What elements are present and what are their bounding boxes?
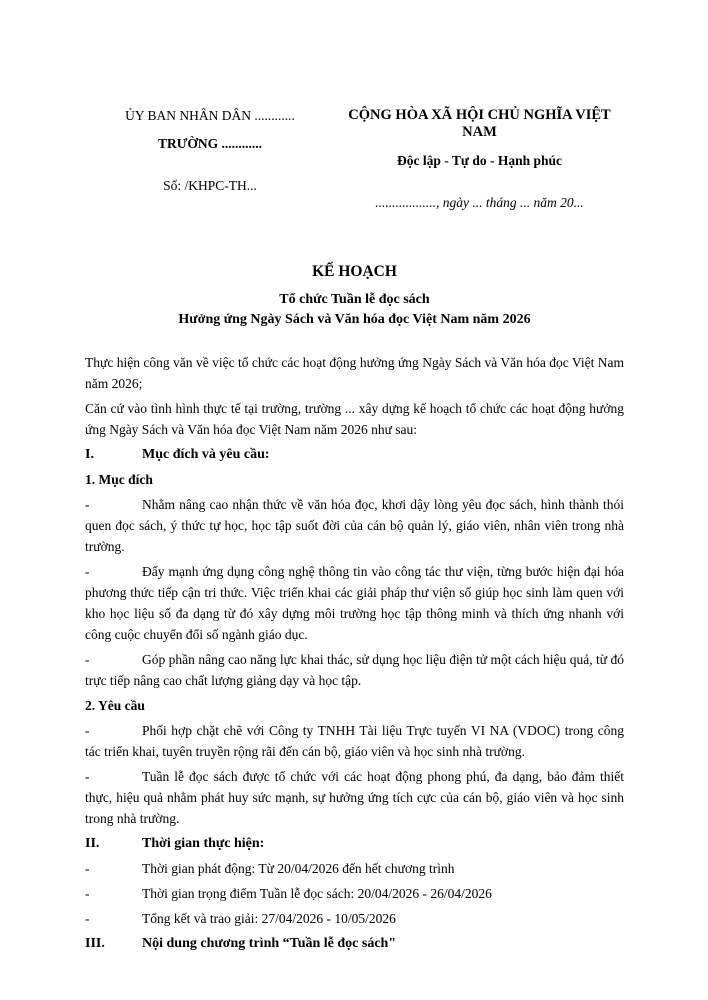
section-heading-1 xyxy=(85,444,624,465)
intro-paragraph-1: Thực hiện công văn về việc tổ chức các hoạt động hưởng ứng Ngày Sách và Văn hóa đọc Việt Nam năm 2026; xyxy=(85,355,624,391)
header-right-block xyxy=(335,107,624,211)
national-title: CỘNG HÒA XÃ HỘI CHỦ NGHĨA VIỆT NAM xyxy=(348,107,611,140)
document-header xyxy=(85,107,624,211)
sub-heading-requirements: 2. Yêu cầu xyxy=(85,698,145,713)
dash-marker: - xyxy=(85,497,90,512)
title-block xyxy=(85,262,624,330)
section-heading-3 xyxy=(85,933,624,954)
item-text: Đẩy mạnh ứng dụng công nghệ thông tin vào công tác thư viện, từng bước hiện đại hóa phương thức tiếp cận tri thức. Việc triển khai các giải pháp thư viện số giúp học sinh làm quen với kho học liệu số đa dạng từ đó xây dựng môi trường học tập thông minh và thích ứng nhanh với công cuộc chuyển đổi số ngành giáo dục. xyxy=(85,564,624,642)
national-motto: Độc lập - Tự do - Hạnh phúc xyxy=(396,153,563,168)
dash-marker: - xyxy=(85,886,90,901)
header-left-block xyxy=(85,107,335,211)
list-item xyxy=(85,649,624,691)
section-number: II. xyxy=(85,836,100,851)
section-number: III. xyxy=(85,936,105,951)
dash-marker: - xyxy=(85,652,90,667)
document-body xyxy=(85,352,624,954)
list-item xyxy=(85,494,624,557)
item-text: Thời gian phát động: Từ 20/04/2026 đến hết chương trình xyxy=(142,861,455,876)
list-item xyxy=(85,858,624,879)
item-text: Góp phần nâng cao năng lực khai thác, sử dụng học liệu điện tử một cách hiệu quả, từ đó trực tiếp nâng cao chất lượng giảng dạy và học tập. xyxy=(85,652,624,688)
document-subtitle-1: Tổ chức Tuần lễ đọc sách xyxy=(279,292,430,307)
list-item xyxy=(85,908,624,929)
dash-marker: - xyxy=(85,911,90,926)
school-name: TRƯỜNG ............ xyxy=(157,136,263,151)
dash-marker: - xyxy=(85,723,90,738)
dash-marker: - xyxy=(85,564,90,579)
section-title: Mục đích và yêu cầu: xyxy=(142,447,270,462)
dash-marker: - xyxy=(85,769,90,784)
item-text: Thời gian trọng điểm Tuần lễ đọc sách: 20/04/2026 - 26/04/2026 xyxy=(142,886,492,901)
item-text: Tuần lễ đọc sách được tổ chức với các hoạt động phong phú, đa dạng, bảo đảm thiết thực, hiệu quả nhằm phát huy sức mạnh, sự hưởng ứng tích cực của cán bộ, giáo viên và học sinh trong nhà trường. xyxy=(85,769,624,826)
document-title: KẾ HOẠCH xyxy=(312,263,397,280)
item-text: Tổng kết và trao giải: 27/04/2026 - 10/05/2026 xyxy=(142,911,396,926)
section-number: I. xyxy=(85,447,94,462)
item-text: Phối hợp chặt chẽ với Công ty TNHH Tài liệu Trực tuyến VI NA (VDOC) trong công tác triển khai, tuyên truyền rộng rãi đến cán bộ, giáo viên và học sinh nhà trường. xyxy=(85,723,624,759)
section-title: Nội dung chương trình “Tuần lễ đọc sách" xyxy=(142,936,397,951)
dash-marker: - xyxy=(85,861,90,876)
intro-paragraph-2: Căn cứ vào tình hình thực tế tại trường, trường ... xây dựng kế hoạch tổ chức các hoạt động hưởng ứng Ngày Sách và Văn hóa đọc Việt Nam năm 2026 như sau: xyxy=(85,401,624,437)
sub-heading-purpose: 1. Mục đích xyxy=(85,472,153,487)
list-item xyxy=(85,561,624,645)
list-item xyxy=(85,720,624,762)
document-number: Số: /KHPC-TH... xyxy=(163,178,257,193)
document-subtitle-2: Hưởng ứng Ngày Sách và Văn hóa đọc Việt Nam năm 2026 xyxy=(178,312,531,327)
org-name: ỦY BAN NHÂN DÂN ............ xyxy=(125,108,295,123)
item-text: Nhằm nâng cao nhận thức về văn hóa đọc, khơi dậy lòng yêu đọc sách, hình thành thói quen đọc sách, ý thức tự học, học tập suốt đời của cán bộ quản lý, giáo viên, nhân viên trong nhà trường. xyxy=(85,497,624,554)
section-title: Thời gian thực hiện: xyxy=(142,836,265,851)
section-heading-2 xyxy=(85,833,624,854)
list-item xyxy=(85,766,624,829)
date-place-line: .................., ngày ... tháng ... năm 20... xyxy=(375,195,584,210)
list-item xyxy=(85,883,624,904)
